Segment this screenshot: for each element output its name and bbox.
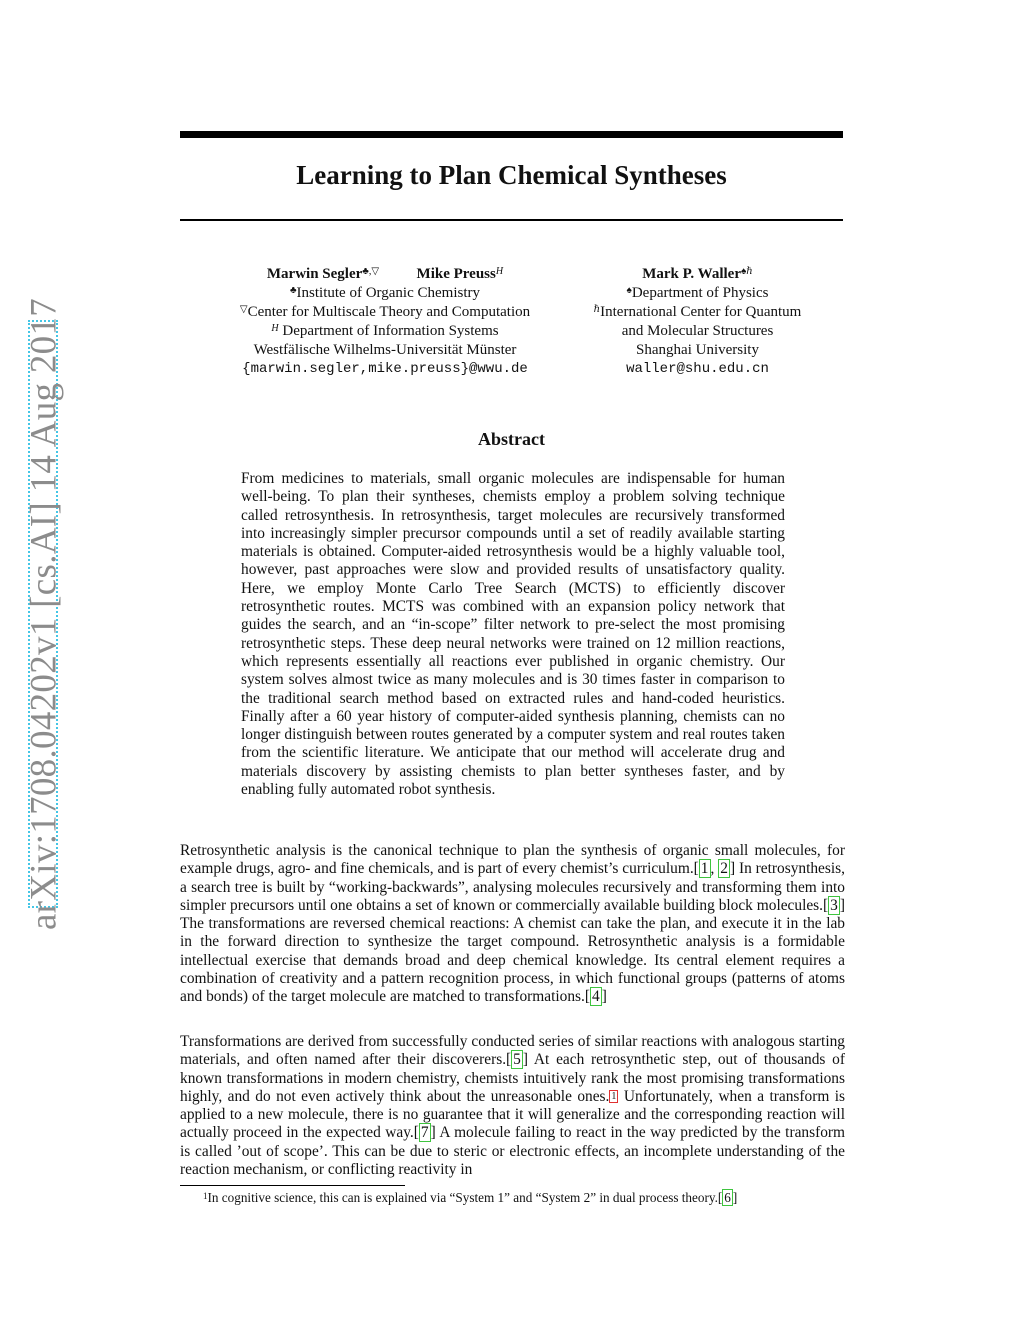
author-marks: H bbox=[495, 266, 504, 277]
citation-link[interactable]: 1 bbox=[700, 860, 709, 878]
affiliation-mark: ▽ bbox=[239, 304, 248, 315]
affiliation-mark: ♠ bbox=[626, 285, 632, 296]
title-rule-bottom bbox=[180, 219, 843, 221]
footnote-text: In cognitive science, this can is explained via “System 1” and “System 2” in dual process theory.[ bbox=[207, 1190, 723, 1205]
body-paragraph bbox=[180, 1033, 845, 1179]
footnote-text: ] bbox=[732, 1190, 738, 1205]
citation-link[interactable]: 4 bbox=[592, 988, 600, 1006]
paper-title: Learning to Plan Chemical Syntheses bbox=[296, 160, 727, 190]
affiliation-text: Center for Multiscale Theory and Computation bbox=[247, 304, 531, 320]
body-paragraph bbox=[180, 842, 845, 1007]
affiliation-text: International Center for Quantum bbox=[600, 304, 802, 320]
author-email[interactable]: waller@shu.edu.cn bbox=[626, 361, 769, 377]
affiliation bbox=[205, 284, 565, 303]
affiliation-text: and Molecular Structures bbox=[621, 323, 774, 339]
affiliation-mark: ♣ bbox=[289, 285, 297, 296]
author-name: Mike Preuss bbox=[416, 266, 496, 282]
citation-link[interactable]: 3 bbox=[830, 896, 838, 914]
paragraph-text: Unfortunately, when a transform is applied to a new molecule, there is no guarantee that it will generalize and the corresponding reaction will actually proceed in the expected way.[ bbox=[180, 1087, 845, 1142]
affiliation-text: Institute of Organic Chemistry bbox=[296, 285, 480, 301]
author-email[interactable]: {marwin.segler,mike.preuss}@wwu.de bbox=[242, 361, 528, 377]
affiliation-text: Department of Information Systems bbox=[282, 323, 499, 339]
affiliation bbox=[575, 322, 820, 341]
paragraph-text: ] bbox=[601, 988, 607, 1006]
author-marks: ♠ℏ bbox=[740, 266, 753, 277]
affiliation-text: Westfälische Wilhelms-Universität Münster bbox=[253, 342, 517, 358]
author-block-left bbox=[205, 265, 565, 379]
footnote-link[interactable]: 1 bbox=[611, 1090, 617, 1102]
paragraph-text: , bbox=[710, 860, 719, 878]
title-rule-top bbox=[180, 131, 843, 138]
affiliation-text: Shanghai University bbox=[636, 342, 759, 358]
affiliation bbox=[575, 303, 820, 322]
arxiv-stamp bbox=[12, 297, 74, 931]
citation-link[interactable]: 5 bbox=[513, 1051, 521, 1069]
footnote-mark: 1 bbox=[203, 1191, 208, 1201]
author-names-right bbox=[575, 265, 820, 284]
footnote-rule bbox=[180, 1185, 405, 1186]
citation-link[interactable]: 6 bbox=[724, 1190, 731, 1205]
paragraph-text: ] In retrosynthesis, a search tree is built by “working-backwards”, analysing molecules recursively and transforming them into simpler precursors until one obtains a set of known or commercially available building block molecules.[ bbox=[180, 860, 845, 914]
paragraph-text: Transformations are derived from successfully conducted series of similar reactions with analogous starting materials, and often named after their discoverers.[ bbox=[180, 1033, 845, 1069]
citation-link[interactable]: 7 bbox=[420, 1124, 429, 1142]
arxiv-id: arXiv:1708.04202v1 [cs.AI] 14 Aug 2017 bbox=[23, 297, 65, 931]
affiliation bbox=[205, 303, 565, 322]
affiliation-text: Department of Physics bbox=[631, 285, 769, 301]
paragraph-text: ] At each retrosynthetic step, out of thousands of known transformations in modern chemistry, chemists intuitively rank the most promising transformations highly, and do not even actively think about the unreasonable ones. bbox=[180, 1051, 845, 1105]
author-names-left bbox=[205, 265, 565, 284]
abstract-text: From medicines to materials, small organic molecules are indispensable for human well-being. To plan their syntheses, chemists employ a problem solving technique called retrosynthesis. In retrosynthesis, target molecules are recursively transformed into increasingly simpler precursor compounds until a set of readily available starting materials is obtained. Computer-aided retrosynthesis would be a highly valuable tool, however, past approaches were slow and provided results of unsatisfactory quality. Here, we employ Monte Carlo Tree Search (MCTS) to efficiently discover retrosynthetic routes. MCTS was combined with an expansion policy network that guides the search, and an “in-scope” filter network to pre-select the most promising retrosynthetic steps. These deep neural networks were trained on 12 million reactions, which represents essentially all reactions ever published in organic chemistry. Our system solves almost twice as many molecules and is 30 times faster in comparison to the traditional search method based on extracted rules and hand-coded heuristics. Finally after a 60 year history of computer-aided synthesis planning, chemists can no longer distinguish between routes generated by a computer system and real routes taken from the scientific literature. We anticipate that our method will accelerate drug and materials discovery by assisting chemists to plan better syntheses faster, and by enabling fully automated robot synthesis. bbox=[241, 470, 785, 799]
affiliation bbox=[205, 341, 565, 360]
affiliation-mark: ℏ bbox=[593, 304, 601, 315]
paragraph-text: ] The transformations are reversed chemical reactions: A chemist can take the plan, and execute it in the lab in the forward direction to synthesize the target compound. Retrosynthetic analysis is a formidable intellectual exercise that demands broad and deep chemical knowledge. Its central element requires a combination of creativity and a pattern recognition process, in which functional groups (patterns of atoms and bonds) of the target molecule are matched to transformations.[ bbox=[180, 896, 845, 1006]
affiliation bbox=[575, 341, 820, 360]
affiliation bbox=[205, 322, 565, 341]
author-marks: ♣,▽ bbox=[362, 266, 380, 277]
author-name: Marwin Segler bbox=[266, 266, 363, 282]
abstract-heading: Abstract bbox=[478, 429, 545, 449]
author-name: Mark P. Waller bbox=[642, 266, 741, 282]
paragraph-text: ] A molecule failing to react in the way predicted by the transform is called ’out of scope’. This can be due to steric or electronic effects, an incomplete understanding of the reaction mechanism, or conflicting reactivity in bbox=[180, 1124, 846, 1179]
paragraph-text: Retrosynthetic analysis is the canonical technique to plan the synthesis of organic small molecules, for example drugs, agro- and fine chemicals, and is part of every chemist’s curriculum.[ bbox=[180, 842, 845, 878]
author-block-right bbox=[575, 265, 820, 379]
affiliation-mark: H bbox=[271, 323, 279, 334]
citation-link[interactable]: 2 bbox=[720, 860, 728, 878]
affiliation bbox=[575, 284, 820, 303]
footnote bbox=[203, 1190, 843, 1206]
